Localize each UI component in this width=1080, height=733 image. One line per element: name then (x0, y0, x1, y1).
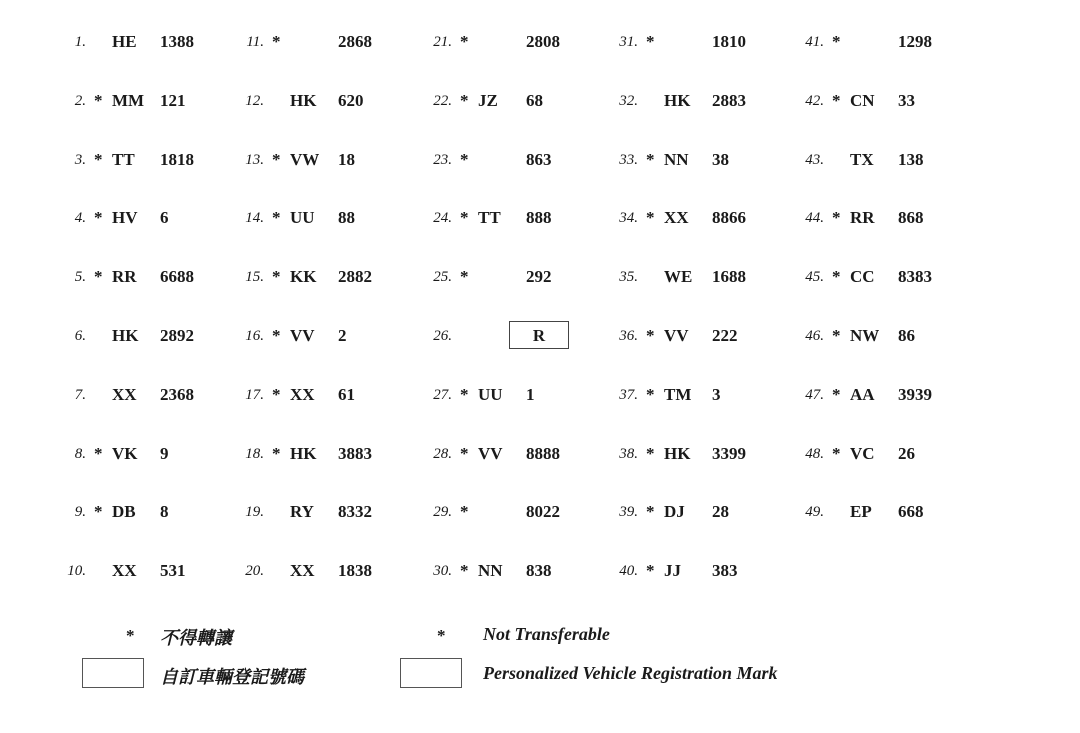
mark-digits: 2892 (160, 326, 194, 345)
mark-prefix: HK (664, 91, 691, 110)
not-transferable-star: * (832, 385, 841, 404)
mark-prefix: HK (290, 91, 317, 110)
item-number: 3. (74, 152, 86, 168)
mark-digits: 3939 (898, 385, 932, 404)
mark-prefix: CN (850, 91, 875, 110)
legend-box-sample-zh (82, 658, 144, 688)
mark-prefix: WE (664, 267, 693, 286)
mark-prefix: JZ (478, 91, 498, 110)
mark-prefix: XX (112, 385, 137, 404)
mark-prefix: VW (290, 150, 320, 169)
mark-prefix: RR (850, 208, 875, 227)
mark-digits: 2 (338, 326, 347, 345)
list-item (800, 500, 980, 524)
not-transferable-star: * (272, 444, 281, 463)
mark-prefix: RR (112, 267, 137, 286)
item-number: 44. (805, 210, 824, 226)
mark-prefix: NN (664, 150, 689, 169)
list-item (240, 500, 420, 524)
mark-digits: 2883 (712, 91, 746, 110)
not-transferable-star: * (272, 208, 281, 227)
mark-digits: 888 (526, 208, 552, 227)
list-item (62, 148, 242, 172)
list-item (240, 89, 420, 113)
item-number: 11. (246, 34, 264, 50)
mark-digits: 868 (898, 208, 924, 227)
not-transferable-star: * (832, 267, 841, 286)
not-transferable-star: * (460, 150, 469, 169)
not-transferable-star: * (272, 385, 281, 404)
mark-digits: 1 (526, 385, 535, 404)
list-item (614, 148, 794, 172)
not-transferable-star: * (460, 561, 469, 580)
mark-digits: 863 (526, 150, 552, 169)
mark-prefix: TT (478, 208, 501, 227)
mark-digits: 8383 (898, 267, 932, 286)
list-item (800, 383, 980, 407)
list-item (240, 148, 420, 172)
mark-digits: 33 (898, 91, 915, 110)
mark-digits: 292 (526, 267, 552, 286)
mark-prefix: HE (112, 32, 137, 51)
item-number: 36. (619, 328, 638, 344)
item-number: 34. (619, 210, 638, 226)
not-transferable-star: * (272, 32, 281, 51)
not-transferable-star: * (272, 150, 281, 169)
list-item (62, 324, 242, 348)
mark-digits: 9 (160, 444, 169, 463)
list-item (614, 500, 794, 524)
list-item (428, 148, 608, 172)
list-item (614, 383, 794, 407)
mark-digits: 1688 (712, 267, 746, 286)
legend-not-transferable-zh: 不得轉讓 (160, 628, 232, 648)
list-item (428, 500, 608, 524)
mark-prefix: CC (850, 267, 875, 286)
mark-digits: 18 (338, 150, 355, 169)
item-number: 1. (74, 34, 86, 50)
item-number: 42. (805, 93, 824, 109)
mark-prefix: DJ (664, 502, 685, 521)
list-item (800, 30, 980, 54)
legend-personalized-zh: 自訂車輛登記號碼 (160, 667, 304, 687)
personalized-mark: R (509, 321, 569, 349)
mark-prefix: DB (112, 502, 136, 521)
not-transferable-star: * (832, 91, 841, 110)
item-number: 49. (805, 504, 824, 520)
not-transferable-star: * (460, 91, 469, 110)
item-number: 24. (433, 210, 452, 226)
mark-prefix: HK (664, 444, 691, 463)
list-item (614, 442, 794, 466)
not-transferable-star: * (646, 150, 655, 169)
mark-prefix: HK (290, 444, 317, 463)
legend-personalized-en: Personalized Vehicle Registration Mark (483, 663, 778, 683)
not-transferable-star: * (272, 326, 281, 345)
mark-prefix: HK (112, 326, 139, 345)
not-transferable-star: * (460, 208, 469, 227)
item-number: 9. (74, 504, 86, 520)
mark-digits: 38 (712, 150, 729, 169)
item-number: 45. (805, 269, 824, 285)
list-item (800, 148, 980, 172)
mark-prefix: VV (478, 444, 503, 463)
mark-digits: 531 (160, 561, 186, 580)
not-transferable-star: * (94, 267, 103, 286)
mark-digits: 61 (338, 385, 355, 404)
mark-prefix: KK (290, 267, 317, 286)
mark-digits: 222 (712, 326, 738, 345)
mark-prefix: UU (478, 385, 503, 404)
mark-digits: 3883 (338, 444, 372, 463)
list-item (62, 500, 242, 524)
mark-digits: 28 (712, 502, 729, 521)
list-item (614, 324, 794, 348)
mark-digits: 1388 (160, 32, 194, 51)
not-transferable-star: * (832, 326, 841, 345)
mark-digits: 138 (898, 150, 924, 169)
mark-prefix: HV (112, 208, 138, 227)
mark-prefix: UU (290, 208, 315, 227)
mark-prefix: XX (664, 208, 689, 227)
mark-digits: 383 (712, 561, 738, 580)
list-item (240, 559, 420, 583)
mark-digits: 86 (898, 326, 915, 345)
mark-digits: 26 (898, 444, 915, 463)
mark-digits: 8888 (526, 444, 560, 463)
mark-digits: 620 (338, 91, 364, 110)
mark-prefix: XX (290, 385, 315, 404)
not-transferable-star: * (94, 150, 103, 169)
item-number: 17. (245, 387, 264, 403)
list-item (800, 265, 980, 289)
item-number: 18. (245, 446, 264, 462)
mark-prefix: VV (290, 326, 315, 345)
list-item (614, 559, 794, 583)
item-number: 41. (805, 34, 824, 50)
item-number: 31. (619, 34, 638, 50)
item-number: 37. (619, 387, 638, 403)
list-item (614, 206, 794, 230)
item-number: 5. (74, 269, 86, 285)
mark-digits: 8332 (338, 502, 372, 521)
not-transferable-star: * (646, 32, 655, 51)
list-item (240, 383, 420, 407)
mark-digits: 121 (160, 91, 186, 110)
list-item (240, 442, 420, 466)
item-number: 10. (67, 563, 86, 579)
mark-digits: 1818 (160, 150, 194, 169)
mark-prefix: NN (478, 561, 503, 580)
mark-digits: 8 (160, 502, 169, 521)
list-item (62, 442, 242, 466)
mark-digits: 668 (898, 502, 924, 521)
mark-digits: 1810 (712, 32, 746, 51)
mark-digits: 2882 (338, 267, 372, 286)
mark-digits: 6688 (160, 267, 194, 286)
mark-digits: 1298 (898, 32, 932, 51)
item-number: 47. (805, 387, 824, 403)
not-transferable-star: * (646, 326, 655, 345)
mark-digits: 8022 (526, 502, 560, 521)
not-transferable-star: * (646, 208, 655, 227)
item-number: 13. (245, 152, 264, 168)
mark-digits: 1838 (338, 561, 372, 580)
mark-digits: 68 (526, 91, 543, 110)
mark-digits: 838 (526, 561, 552, 580)
list-item (614, 265, 794, 289)
item-number: 4. (74, 210, 86, 226)
mark-prefix: VK (112, 444, 138, 463)
not-transferable-star: * (646, 444, 655, 463)
not-transferable-star: * (646, 385, 655, 404)
list-item (614, 89, 794, 113)
list-item (800, 89, 980, 113)
mark-digits: 88 (338, 208, 355, 227)
not-transferable-star: * (646, 502, 655, 521)
mark-digits: 3399 (712, 444, 746, 463)
item-number: 23. (433, 152, 452, 168)
list-item (240, 324, 420, 348)
item-number: 14. (245, 210, 264, 226)
item-number: 32. (619, 93, 638, 109)
list-item (800, 442, 980, 466)
not-transferable-star: * (832, 32, 841, 51)
item-number: 35. (619, 269, 638, 285)
item-number: 6. (74, 328, 86, 344)
mark-digits: 8866 (712, 208, 746, 227)
mark-digits: 2868 (338, 32, 372, 51)
not-transferable-star: * (460, 267, 469, 286)
legend-box-sample-en (400, 658, 462, 688)
not-transferable-star: * (460, 444, 469, 463)
list-item (800, 206, 980, 230)
list-item (428, 383, 608, 407)
list-item (428, 206, 608, 230)
list-item (62, 265, 242, 289)
list-item (428, 30, 608, 54)
not-transferable-star: * (272, 267, 281, 286)
not-transferable-star: * (832, 208, 841, 227)
list-item (428, 265, 608, 289)
list-item (62, 30, 242, 54)
mark-prefix: AA (850, 385, 875, 404)
list-item (62, 89, 242, 113)
not-transferable-star: * (94, 91, 103, 110)
mark-prefix: TX (850, 150, 874, 169)
item-number: 16. (245, 328, 264, 344)
not-transferable-star: * (460, 385, 469, 404)
item-number: 33. (619, 152, 638, 168)
legend-star-symbol-en: * (437, 626, 446, 645)
item-number: 22. (433, 93, 452, 109)
mark-prefix: EP (850, 502, 872, 521)
list-item (62, 383, 242, 407)
list-item (240, 265, 420, 289)
item-number: 46. (805, 328, 824, 344)
item-number: 25. (433, 269, 452, 285)
item-number: 8. (74, 446, 86, 462)
legend-star-symbol-zh: * (126, 626, 135, 645)
item-number: 12. (245, 93, 264, 109)
list-item (428, 324, 608, 348)
not-transferable-star: * (94, 208, 103, 227)
mark-prefix: MM (112, 91, 145, 110)
item-number: 40. (619, 563, 638, 579)
legend-not-transferable-en: Not Transferable (483, 624, 610, 644)
mark-prefix: XX (290, 561, 315, 580)
mark-prefix: NW (850, 326, 880, 345)
item-number: 29. (433, 504, 452, 520)
item-number: 21. (433, 34, 452, 50)
list-item (428, 89, 608, 113)
list-item (240, 206, 420, 230)
list-item (800, 324, 980, 348)
list-item (428, 559, 608, 583)
not-transferable-star: * (460, 502, 469, 521)
mark-digits: 2808 (526, 32, 560, 51)
not-transferable-star: * (460, 32, 469, 51)
list-item (62, 559, 242, 583)
item-number: 19. (245, 504, 264, 520)
not-transferable-star: * (832, 444, 841, 463)
item-number: 39. (619, 504, 638, 520)
item-number: 38. (619, 446, 638, 462)
mark-prefix: VC (850, 444, 875, 463)
mark-digits: 2368 (160, 385, 194, 404)
mark-prefix: JJ (664, 561, 681, 580)
mark-prefix: VV (664, 326, 689, 345)
item-number: 15. (245, 269, 264, 285)
item-number: 20. (245, 563, 264, 579)
mark-digits: 3 (712, 385, 721, 404)
mark-prefix: XX (112, 561, 137, 580)
item-number: 7. (74, 387, 86, 403)
list-item (240, 30, 420, 54)
item-number: 43. (805, 152, 824, 168)
item-number: 26. (433, 328, 452, 344)
list-item (62, 206, 242, 230)
mark-digits: 6 (160, 208, 169, 227)
item-number: 2. (74, 93, 86, 109)
list-item (428, 442, 608, 466)
mark-prefix: TT (112, 150, 135, 169)
item-number: 48. (805, 446, 824, 462)
item-number: 30. (433, 563, 452, 579)
list-item (614, 30, 794, 54)
mark-prefix: RY (290, 502, 314, 521)
not-transferable-star: * (94, 502, 103, 521)
mark-prefix: TM (664, 385, 692, 404)
not-transferable-star: * (646, 561, 655, 580)
item-number: 27. (433, 387, 452, 403)
item-number: 28. (433, 446, 452, 462)
not-transferable-star: * (94, 444, 103, 463)
